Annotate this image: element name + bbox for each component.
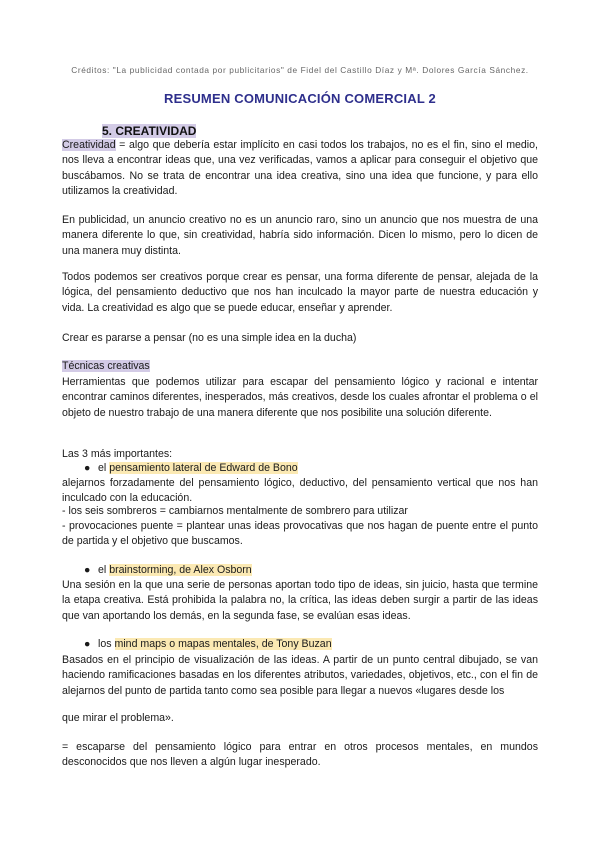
page-title: RESUMEN COMUNICACIÓN COMERCIAL 2 — [164, 91, 436, 106]
tecnicas-heading — [62, 359, 538, 374]
bullet-brainstorming — [84, 563, 252, 578]
publicidad-paragraph: En publicidad, un anuncio creativo no es un anuncio raro, sino un anuncio que nos muestra de una manera diferente lo que, sin creatividad, habría sido información. Dicen lo mismo, pero lo dicen de una manera muy distinta. — [62, 214, 538, 257]
bullet-mindmaps-highlight: mind maps o mapas mentales, de Tony Buzan — [114, 638, 332, 650]
final-paragraph: = escaparse del pensamiento lógico para entrar en otros procesos mentales, en mundos desconocidos que nos lleven a algún lugar inesperado. — [62, 741, 538, 769]
bullet-lateral-highlight: pensamiento lateral de Edward de Bono — [109, 462, 298, 474]
brainstorming-paragraph: Una sesión en la que una serie de personas aportan todo tipo de ideas, sin juicio, hasta que termine la etapa creativa. Está prohibida la palabra no, la crítica, las ideas deben surgir a partir de las ideas que van aportando los demás, en la segunda fase, se evalúan esas ideas. — [62, 579, 538, 622]
bullet-mindmaps — [84, 637, 332, 652]
bullet-mindmaps-prefix: los — [98, 638, 115, 650]
lateral-provocaciones: - provocaciones puente = plantear unas ideas provocativas que nos hagan de puente entre el punto de partida y el objetivo que buscamos. — [62, 520, 538, 548]
tecnicas-heading-text: Técnicas creativas — [62, 360, 150, 372]
lateral-paragraph: alejarnos forzadamente del pensamiento lógico, deductivo, del pensamiento vertical que nos han inculcado con la educación. — [62, 477, 538, 505]
creatividad-definition: = algo que debería estar implícito en casi todos los trabajos, no es el fin, sino el medio, nos lleva a encontrar ideas que, una vez verificadas, vamos a aplicar para conseguir el objetivo que buscábamos. No se trata de encontrar una idea creativa, sino una idea que funcione, y para ello utilizamos la creatividad. — [62, 139, 538, 198]
bullet-dot-icon: ● — [84, 462, 91, 474]
mindmaps-paragraph-end: que mirar el problema». — [62, 712, 174, 724]
tecnicas-paragraph: Herramientas que podemos utilizar para escapar del pensamiento lógico y racional e intentar encontrar caminos diferentes, inesperados, más creativos, desde los cuales afrontar el problema o el objeto de nuestro trabajo de una manera diferente que nos posibilite una solución diferente. — [62, 376, 538, 419]
bullet-dot-icon: ● — [84, 564, 91, 576]
bullet-dot-icon: ● — [84, 638, 91, 650]
crear-paragraph: Crear es pararse a pensar (no es una simple idea en la ducha) — [62, 332, 357, 344]
creatividad-paragraph — [62, 138, 538, 200]
credits-line: Créditos: "La publicidad contada por publicitarios" de Fidel del Castillo Díaz y Mª. Dolores García Sánchez. — [71, 65, 529, 75]
lateral-sombreros: - los seis sombreros = cambiarnos mentalmente de sombrero para utilizar — [62, 505, 408, 517]
importantes-intro: Las 3 más importantes: — [62, 448, 173, 460]
section-heading — [102, 124, 196, 138]
section-heading-text: 5. CREATIVIDAD — [102, 124, 197, 138]
todos-paragraph: Todos podemos ser creativos porque crear es pensar, una forma diferente de pensar, alejada de la lógica, del pensamiento deductivo que nos han inculcado la mayor parte de nuestra educación y vida. La creatividad es algo que se puede educar, enseñar y aprender. — [62, 271, 538, 314]
bullet-lateral-prefix: el — [98, 462, 110, 474]
bullet-brainstorming-highlight: brainstorming, de Alex Osborn — [109, 564, 252, 576]
mindmaps-paragraph: Basados en el principio de visualización de las ideas. A partir de un punto central dibujado, se van haciendo ramificaciones basadas en los diferentes atributos, variedades, objetivos, etc., con el fin de alejarnos del punto de partida tanto como sea posible para llegar a nuevos «lugares desde los — [62, 654, 538, 697]
creatividad-term: Creatividad — [62, 139, 116, 151]
bullet-lateral — [84, 461, 298, 476]
bullet-brainstorming-prefix: el — [98, 564, 110, 576]
